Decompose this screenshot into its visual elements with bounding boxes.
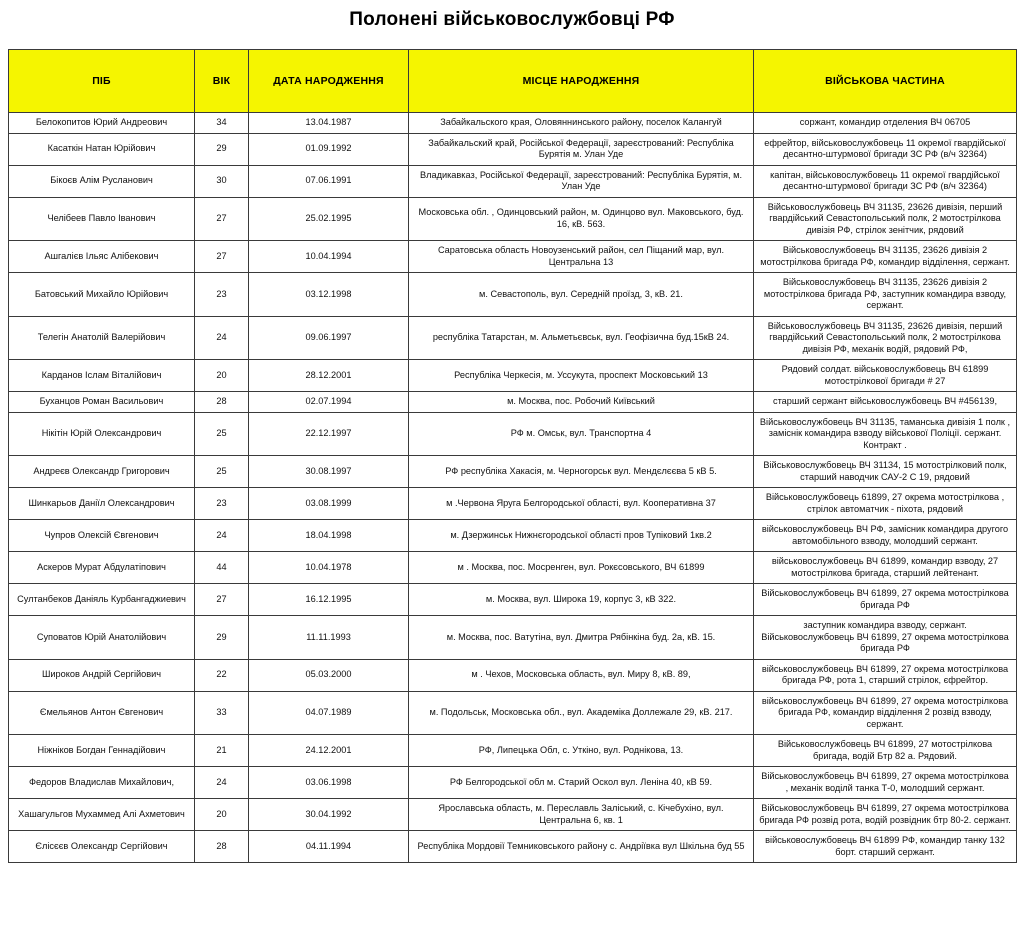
- cell-military-unit: Військовослужбовець ВЧ 61899, 27 окрема мотострілкова бригада РФ: [754, 584, 1017, 616]
- cell-age: 30: [195, 165, 249, 197]
- cell-military-unit: Рядовий солдат. військовослужбовець ВЧ 61899 мотострілкової бригади # 27: [754, 360, 1017, 392]
- table-row: [9, 133, 1017, 165]
- cell-age: 22: [195, 659, 249, 691]
- cell-birthplace: м. Москва, пос. Ватутіна, вул. Дмитра Рябінкіна буд. 2а, кВ. 15.: [409, 616, 754, 660]
- cell-name: Суповатов Юрій Анатолійович: [9, 616, 195, 660]
- table-row: [9, 316, 1017, 360]
- cell-military-unit: старший сержант військовослужбовець ВЧ #456139,: [754, 392, 1017, 413]
- cell-birthdate: 03.06.1998: [249, 767, 409, 799]
- table-row: [9, 113, 1017, 134]
- table-row: [9, 799, 1017, 831]
- cell-military-unit: військовослужбовець ВЧ 61899 РФ, командир танку 132 борт. старший сержант.: [754, 831, 1017, 863]
- table-row: [9, 165, 1017, 197]
- column-header-age: ВІК: [195, 50, 249, 113]
- cell-name: Шинкарьов Даніїл Олександрович: [9, 488, 195, 520]
- cell-age: 21: [195, 735, 249, 767]
- cell-birthplace: Саратовська область Новоузенський район, сел Піщаний мар, вул. Центральна 13: [409, 241, 754, 273]
- table-row: [9, 360, 1017, 392]
- cell-name: Телегін Анатолій Валерійович: [9, 316, 195, 360]
- table-row: [9, 616, 1017, 660]
- cell-birthdate: 16.12.1995: [249, 584, 409, 616]
- cell-birthplace: Республіка Мордовії Темниковського району с. Андріївка вул Шкільна буд 55: [409, 831, 754, 863]
- cell-military-unit: Військовослужбовець ВЧ 31135, 23626 дивізія 2 мотострілкова бригада РФ, заступник командира взводу, сержант.: [754, 273, 1017, 317]
- cell-name: Аскеров Мурат Абдулатіпович: [9, 552, 195, 584]
- cell-military-unit: Військовослужбовець ВЧ 31135, таманська дивізія 1 полк , заміснік командира взводу військової Поліції. сержант. Контракт .: [754, 412, 1017, 456]
- cell-birthdate: 04.11.1994: [249, 831, 409, 863]
- table-row: [9, 831, 1017, 863]
- cell-birthdate: 10.04.1978: [249, 552, 409, 584]
- cell-birthplace: Ярославська область, м. Переславль Заліський, с. Кічебухіно, вул. Центральна 6, кв. 1: [409, 799, 754, 831]
- cell-age: 28: [195, 392, 249, 413]
- captives-table-container: [8, 49, 1016, 863]
- table-header-row: [9, 50, 1017, 113]
- cell-age: 24: [195, 520, 249, 552]
- cell-birthdate: 09.06.1997: [249, 316, 409, 360]
- cell-military-unit: Військовослужбовець ВЧ 31135, 23626 дивізія 2 мотострілкова бригада РФ, командир відділення, сержант.: [754, 241, 1017, 273]
- cell-name: Хашагульгов Мухаммед Алі Ахметович: [9, 799, 195, 831]
- table-row: [9, 241, 1017, 273]
- cell-birthdate: 07.06.1991: [249, 165, 409, 197]
- table-row: [9, 659, 1017, 691]
- cell-military-unit: Військовослужбовець ВЧ 31134, 15 мотострілковий полк, старший наводчик САУ-2 С 19, рядовий: [754, 456, 1017, 488]
- cell-birthplace: Московська обл. , Одинцовський район, м. Одинцово вул. Маковського, буд. 16, кВ. 563.: [409, 197, 754, 241]
- cell-military-unit: заступник командира взводу, сержант. Військовослужбовець ВЧ 61899, 27 окрема мотострілкова бригада РФ: [754, 616, 1017, 660]
- cell-age: 20: [195, 799, 249, 831]
- cell-birthplace: Республіка Черкесія, м. Уссукута, проспект Московський 13: [409, 360, 754, 392]
- cell-birthdate: 03.08.1999: [249, 488, 409, 520]
- cell-birthdate: 11.11.1993: [249, 616, 409, 660]
- cell-birthdate: 18.04.1998: [249, 520, 409, 552]
- table-row: [9, 520, 1017, 552]
- column-header-birthplace: МІСЦЕ НАРОДЖЕННЯ: [409, 50, 754, 113]
- cell-birthdate: 13.04.1987: [249, 113, 409, 134]
- cell-name: Ашгалієв Ільяс Алібекович: [9, 241, 195, 273]
- cell-name: Андреєв Олександр Григорович: [9, 456, 195, 488]
- cell-name: Єлісєєв Олександр Сергійович: [9, 831, 195, 863]
- cell-name: Федоров Владислав Михайлович,: [9, 767, 195, 799]
- table-header: [9, 50, 1017, 113]
- cell-name: Батовський Михайло Юрійович: [9, 273, 195, 317]
- cell-birthplace: Владикавказ, Російської Федерації, зареєстрований: Республіка Бурятія, м. Улан Уде: [409, 165, 754, 197]
- cell-birthplace: м. Москва, пос. Робочий Київський: [409, 392, 754, 413]
- table-row: [9, 552, 1017, 584]
- table-row: [9, 767, 1017, 799]
- cell-birthplace: м. Москва, вул. Широка 19, корпус 3, кВ 322.: [409, 584, 754, 616]
- cell-military-unit: військовослужбовець ВЧ 61899, командир взводу, 27 мотострілкова бригада, старший лейтенант.: [754, 552, 1017, 584]
- cell-name: Нікітін Юрій Олександрович: [9, 412, 195, 456]
- cell-military-unit: військовослужбовець ВЧ РФ, замісник командира другого автомобільного взводу, молодший сержант.: [754, 520, 1017, 552]
- column-header-military-unit: ВІЙСЬКОВА ЧАСТИНА: [754, 50, 1017, 113]
- cell-birthplace: РФ Белгородської обл м. Старий Оскол вул. Леніна 40, кВ 59.: [409, 767, 754, 799]
- cell-military-unit: Військовослужбовець ВЧ 31135, 23626 дивізія, перший гвардійський Севастопольський полк, 2 мотострілкова дивізія РФ, стрілок зенітчик, рядовий: [754, 197, 1017, 241]
- cell-name: Султанбеков Даніяль Курбангаджиевич: [9, 584, 195, 616]
- cell-name: Карданов Іслам Віталійович: [9, 360, 195, 392]
- cell-birthplace: Забайкальского края, Оловяннинського району, поселок Калангуй: [409, 113, 754, 134]
- table-row: [9, 273, 1017, 317]
- cell-age: 20: [195, 360, 249, 392]
- table-row: [9, 412, 1017, 456]
- cell-age: 34: [195, 113, 249, 134]
- cell-military-unit: Військовослужбовець ВЧ 61899, 27 мотострілкова бригада, водій Бтр 82 а. Рядовий.: [754, 735, 1017, 767]
- cell-age: 25: [195, 412, 249, 456]
- cell-age: 25: [195, 456, 249, 488]
- cell-military-unit: Військовослужбовець 61899, 27 окрема мотострілкова , стрілок автоматчик - піхота, рядовий: [754, 488, 1017, 520]
- cell-age: 29: [195, 616, 249, 660]
- column-header-name: ПІБ: [9, 50, 195, 113]
- page-title: Полонені військовослужбовці РФ: [349, 9, 675, 30]
- cell-birthdate: 03.12.1998: [249, 273, 409, 317]
- cell-birthplace: РФ м. Омськ, вул. Транспортна 4: [409, 412, 754, 456]
- cell-name: Бікоєв Алім Русланович: [9, 165, 195, 197]
- cell-name: Буханцов Роман Васильович: [9, 392, 195, 413]
- captives-table: [8, 49, 1017, 863]
- cell-military-unit: ефрейтор, військовослужбовець 11 окремої гвардійської десантно-штурмової бригади ЗС РФ (в/ч 32364): [754, 133, 1017, 165]
- cell-age: 28: [195, 831, 249, 863]
- cell-birthplace: м . Москва, пос. Мосренген, вул. Рокєсовського, ВЧ 61899: [409, 552, 754, 584]
- cell-military-unit: Військовослужбовець ВЧ 61899, 27 окрема мотострілкова , механік воділй танка Т-0, молодший сержант.: [754, 767, 1017, 799]
- cell-birthplace: Забайкальский край, Російської Федерації, зареєстрований: Республіка Бурятія м. Улан Уде: [409, 133, 754, 165]
- cell-name: Ємельянов Антон Євгенович: [9, 691, 195, 735]
- table-row: [9, 197, 1017, 241]
- cell-military-unit: військовослужбовець ВЧ 61899, 27 окрема мотострілкова бригада РФ, рота 1, старший стрілок, єфрейтор.: [754, 659, 1017, 691]
- table-row: [9, 456, 1017, 488]
- column-header-birthdate: ДАТА НАРОДЖЕННЯ: [249, 50, 409, 113]
- cell-age: 44: [195, 552, 249, 584]
- cell-age: 24: [195, 316, 249, 360]
- cell-age: 27: [195, 197, 249, 241]
- cell-birthdate: 10.04.1994: [249, 241, 409, 273]
- cell-birthplace: м. Подольськ, Московська обл., вул. Академіка Доллежале 29, кВ. 217.: [409, 691, 754, 735]
- cell-birthplace: РФ республіка Хакасія, м. Черногорськ вул. Мендєлєєва 5 кВ 5.: [409, 456, 754, 488]
- cell-birthdate: 04.07.1989: [249, 691, 409, 735]
- cell-name: Белокопитов Юрий Андреович: [9, 113, 195, 134]
- cell-birthdate: 30.08.1997: [249, 456, 409, 488]
- cell-birthdate: 02.07.1994: [249, 392, 409, 413]
- table-row: [9, 488, 1017, 520]
- table-row: [9, 691, 1017, 735]
- cell-age: 23: [195, 488, 249, 520]
- cell-birthplace: м. Севастополь, вул. Середній проїзд, 3, кВ. 21.: [409, 273, 754, 317]
- cell-birthplace: м . Чехов, Московська область, вул. Миру 8, кВ. 89,: [409, 659, 754, 691]
- cell-name: Касаткін Натан Юрійович: [9, 133, 195, 165]
- cell-birthdate: 01.09.1992: [249, 133, 409, 165]
- cell-name: Широков Андрій Сергійович: [9, 659, 195, 691]
- cell-military-unit: капітан, військовослужбовець 11 окремої гвардійської десантно-штурмової бригади ЗС РФ (в/ч 32364): [754, 165, 1017, 197]
- cell-age: 33: [195, 691, 249, 735]
- cell-birthplace: м .Червона Яруга Белгородської області, вул. Кооперативна 37: [409, 488, 754, 520]
- cell-age: 23: [195, 273, 249, 317]
- cell-birthdate: 28.12.2001: [249, 360, 409, 392]
- cell-name: Чупров Олексій Євгенович: [9, 520, 195, 552]
- cell-birthdate: 25.02.1995: [249, 197, 409, 241]
- cell-birthplace: РФ, Липецька Обл, с. Уткіно, вул. Роднікова, 13.: [409, 735, 754, 767]
- cell-military-unit: соржант, командир отделения ВЧ 06705: [754, 113, 1017, 134]
- cell-military-unit: військовослужбовець ВЧ 61899, 27 окрема мотострілкова бригада РФ, командир відділення 2 розвід взводу, сержант.: [754, 691, 1017, 735]
- table-row: [9, 735, 1017, 767]
- table-body: [9, 113, 1017, 863]
- cell-age: 27: [195, 241, 249, 273]
- cell-birthdate: 05.03.2000: [249, 659, 409, 691]
- cell-name: Ніжніков Богдан Геннадійович: [9, 735, 195, 767]
- cell-name: Челібеев Павло Іванович: [9, 197, 195, 241]
- cell-military-unit: Військовослужбовець ВЧ 61899, 27 окрема мотострілкова бригада РФ розвід рота, водій розвідник бтр 80-2. сержант.: [754, 799, 1017, 831]
- cell-birthplace: м. Дзержинськ Нижнєгородської області пров Тупіковий 1кв.2: [409, 520, 754, 552]
- cell-age: 24: [195, 767, 249, 799]
- cell-birthplace: республіка Татарстан, м. Альметьєвськ, вул. Геофізична буд.15кВ 24.: [409, 316, 754, 360]
- cell-birthdate: 24.12.2001: [249, 735, 409, 767]
- table-row: [9, 584, 1017, 616]
- cell-age: 29: [195, 133, 249, 165]
- cell-age: 27: [195, 584, 249, 616]
- cell-birthdate: 30.04.1992: [249, 799, 409, 831]
- table-row: [9, 392, 1017, 413]
- cell-military-unit: Військовослужбовець ВЧ 31135, 23626 дивізія, перший гвардійський Севастопольський полк, 2 мотострілкова дивізія РФ, механік водій, рядовий РФ,: [754, 316, 1017, 360]
- cell-birthdate: 22.12.1997: [249, 412, 409, 456]
